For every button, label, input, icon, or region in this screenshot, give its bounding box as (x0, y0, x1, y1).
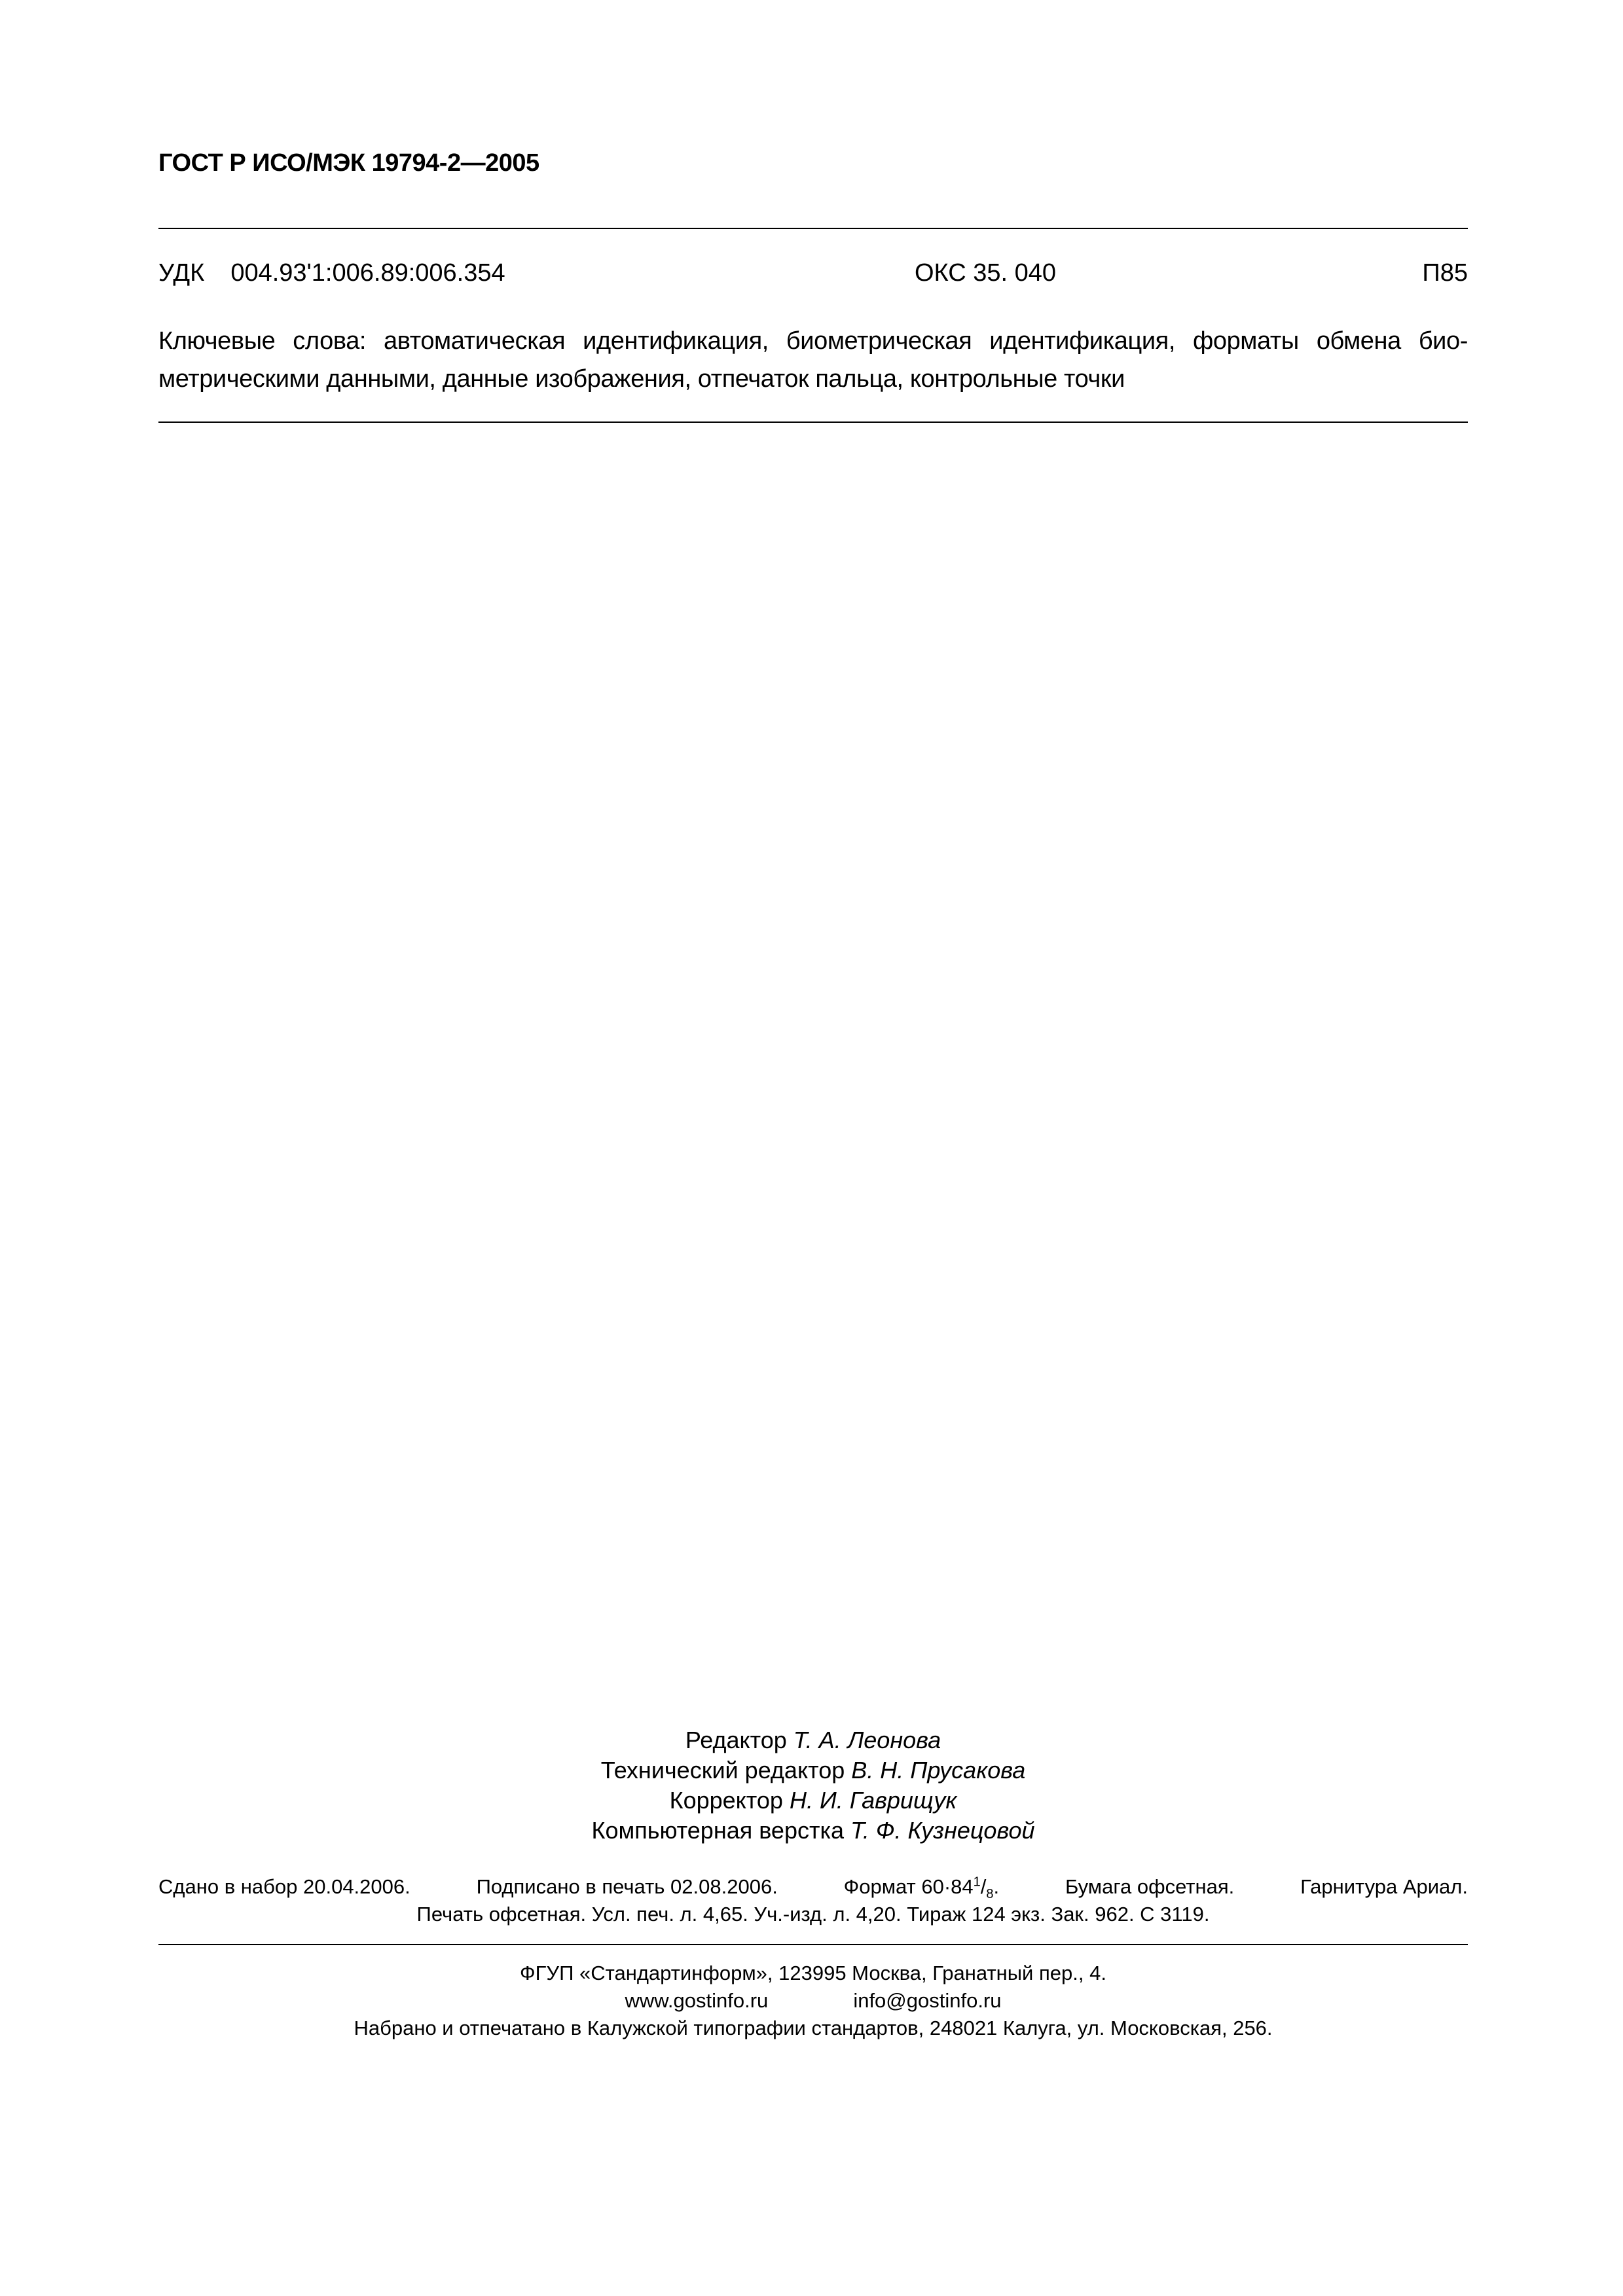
classification-row (158, 259, 1468, 292)
imprint-line-1 (158, 1873, 1468, 1901)
staff-role: Компьютерная верстка (591, 1817, 845, 1844)
staff-role: Редактор (685, 1727, 787, 1753)
udk-code (158, 259, 505, 287)
udk-label: УДК (158, 259, 205, 287)
imprint-signed: Подписано в печать 02.08.2006. (476, 1875, 778, 1898)
imprint-format: Формат $60\cdot 84^1/_8$. (843, 1874, 1000, 1902)
staff-role: Корректор (669, 1787, 783, 1814)
imprint-paper: Бумага офсетная. (1065, 1875, 1235, 1898)
staff-name: Т. Ф. Кузнецовой (850, 1817, 1035, 1844)
udk-value: 004.93'1:006.89:006.354 (230, 259, 505, 287)
top-divider (158, 228, 1468, 229)
staff-role: Технический редактор (600, 1757, 845, 1784)
staff-editor (158, 1725, 1468, 1755)
oks-code: ОКС 35. 040 (915, 259, 1057, 287)
publisher-contacts (158, 1987, 1468, 2015)
staff-name: Н. И. Гаврищук (789, 1787, 957, 1814)
staff-name: В. Н. Прусакова (851, 1757, 1026, 1784)
publisher-address: ФГУП «Стандартинформ», 123995 Москва, Гранатный пер., 4. (520, 1962, 1106, 1984)
staff-name: Т. А. Леонова (793, 1727, 941, 1753)
staff-tech-editor (158, 1755, 1468, 1785)
document-code: ГОСТ Р ИСО/МЭК 19794-2—2005 (158, 149, 539, 177)
category-code: П85 (1422, 259, 1468, 287)
publisher-email-link[interactable]: info@gostinfo.ru (853, 1989, 1002, 2012)
imprint-typeface: Гарнитура Ариал. (1300, 1875, 1468, 1898)
publisher-block (158, 1960, 1468, 2042)
imprint-divider (158, 1944, 1468, 1945)
keywords-paragraph: Ключевые слова: автоматическая идентификация, биометрическая идентификация, форматы обмена био-метрическими данными, данные изображения, отпечаток пальца, контрольные точки (158, 327, 1468, 393)
staff-layout (158, 1816, 1468, 1846)
imprint-line-2: Печать офсетная. Усл. печ. л. 4,65. Уч.-изд. л. 4,20. Тираж 124 экз. Зак. 962. С 3119. (416, 1903, 1210, 1926)
staff-corrector (158, 1785, 1468, 1816)
keywords-divider (158, 422, 1468, 423)
publisher-website-link[interactable]: www.gostinfo.ru (625, 1989, 769, 2012)
staff-credits (158, 1725, 1468, 1846)
imprint-submitted: Сдано в набор 20.04.2006. (158, 1875, 410, 1898)
publisher-printing: Набрано и отпечатано в Калужской типографии стандартов, 248021 Калуга, ул. Московская, 256. (354, 2017, 1273, 2039)
imprint-block (158, 1873, 1468, 1928)
